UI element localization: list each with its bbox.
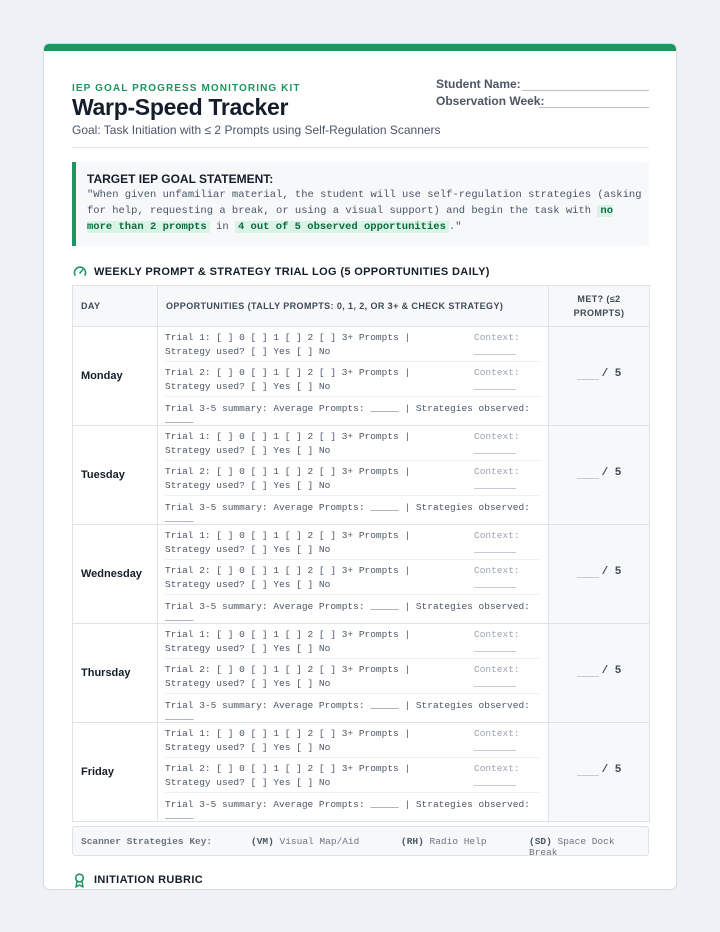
key-code: (VM) bbox=[251, 836, 274, 847]
trial-1-text[interactable]: Trial 1: [ ] 0 [ ] 1 [ ] 2 [ ] 3+ Prompts | Strategy used? [ ] Yes [ ] No bbox=[165, 629, 411, 654]
context-label: Context: bbox=[474, 466, 520, 477]
key-code: (RH) bbox=[401, 836, 424, 847]
met-cell bbox=[549, 525, 650, 624]
table-row bbox=[73, 327, 650, 426]
context-label: Context: bbox=[474, 565, 520, 576]
trial-2-row bbox=[165, 560, 540, 595]
header-divider bbox=[72, 147, 649, 148]
student-name-field[interactable] bbox=[522, 90, 649, 91]
trial-1-context[interactable] bbox=[474, 628, 540, 656]
trial-1-context[interactable] bbox=[474, 331, 540, 359]
table-row bbox=[73, 624, 650, 723]
trial-2-row bbox=[165, 362, 540, 397]
key-item-rh bbox=[401, 836, 487, 847]
met-score[interactable] bbox=[577, 764, 622, 776]
goal-highlight-criterion: 4 out of 5 observed opportunities bbox=[235, 221, 449, 233]
met-blank bbox=[577, 665, 599, 677]
trial-log-table bbox=[72, 285, 650, 822]
goal-statement-heading: TARGET IEP GOAL STATEMENT: bbox=[87, 172, 274, 186]
day-cell: Thursday bbox=[73, 624, 158, 723]
context-line bbox=[474, 578, 516, 588]
context-line bbox=[474, 543, 516, 553]
trial-1-context[interactable] bbox=[474, 430, 540, 458]
trial-2-context[interactable] bbox=[474, 564, 540, 592]
key-name: Visual Map/Aid bbox=[279, 836, 360, 847]
context-line bbox=[474, 741, 516, 751]
met-blank bbox=[577, 566, 599, 578]
trial-1-context[interactable] bbox=[474, 529, 540, 557]
column-header-day: DAY bbox=[73, 286, 158, 327]
met-denominator: / 5 bbox=[601, 467, 622, 479]
trial-summary[interactable]: Trial 3-5 summary: Average Prompts: _____ | Strategies observed: _____ bbox=[165, 502, 530, 524]
table-header-row bbox=[73, 286, 650, 327]
opportunities-cell bbox=[158, 624, 549, 723]
key-item-sd bbox=[529, 836, 648, 858]
trial-summary[interactable]: Trial 3-5 summary: Average Prompts: _____ | Strategies observed: _____ bbox=[165, 799, 530, 821]
goal-statement-text bbox=[87, 187, 642, 236]
goal-highlight-prompts: no more than 2 prompts bbox=[87, 205, 613, 234]
trial-2-row bbox=[165, 659, 540, 694]
context-label: Context: bbox=[474, 664, 520, 675]
table-row bbox=[73, 723, 650, 822]
day-cell: Friday bbox=[73, 723, 158, 822]
goal-text-end: ." bbox=[448, 221, 462, 234]
student-name-label: Student Name: bbox=[436, 77, 521, 91]
trial-2-context[interactable] bbox=[474, 663, 540, 691]
trial-summary[interactable]: Trial 3-5 summary: Average Prompts: _____ | Strategies observed: _____ bbox=[165, 700, 530, 722]
rubric-heading: INITIATION RUBRIC bbox=[94, 874, 204, 886]
context-line bbox=[474, 479, 516, 489]
goal-text-middle: in bbox=[209, 221, 235, 234]
table-row bbox=[73, 525, 650, 624]
accent-bar bbox=[44, 44, 676, 51]
context-line bbox=[474, 380, 516, 390]
observation-week-field[interactable] bbox=[539, 107, 649, 108]
trial-1-row bbox=[165, 426, 540, 461]
trial-2-text[interactable]: Trial 2: [ ] 0 [ ] 1 [ ] 2 [ ] 3+ Prompts | Strategy used? [ ] Yes [ ] No bbox=[165, 763, 411, 788]
table-row bbox=[73, 426, 650, 525]
strategies-key bbox=[72, 826, 649, 856]
trial-1-row bbox=[165, 327, 540, 362]
met-score[interactable] bbox=[577, 467, 622, 479]
trial-2-text[interactable]: Trial 2: [ ] 0 [ ] 1 [ ] 2 [ ] 3+ Prompts | Strategy used? [ ] Yes [ ] No bbox=[165, 466, 411, 491]
met-cell bbox=[549, 426, 650, 525]
trial-2-row bbox=[165, 461, 540, 496]
context-line bbox=[474, 345, 516, 355]
goal-subtitle: Goal: Task Initiation with ≤ 2 Prompts using Self-Regulation Scanners bbox=[72, 123, 441, 137]
trial-2-context[interactable] bbox=[474, 762, 540, 790]
key-item-vm bbox=[251, 836, 359, 847]
kit-label: IEP GOAL PROGRESS MONITORING KIT bbox=[72, 83, 301, 94]
opportunities-cell bbox=[158, 723, 549, 822]
context-label: Context: bbox=[474, 530, 520, 541]
key-name: Space Dock Break bbox=[529, 836, 615, 858]
day-cell: Tuesday bbox=[73, 426, 158, 525]
worksheet bbox=[43, 43, 677, 890]
context-label: Context: bbox=[474, 763, 520, 774]
trial-2-text[interactable]: Trial 2: [ ] 0 [ ] 1 [ ] 2 [ ] 3+ Prompts | Strategy used? [ ] Yes [ ] No bbox=[165, 367, 411, 392]
met-score[interactable] bbox=[577, 368, 622, 380]
page-title: Warp-Speed Tracker bbox=[72, 94, 289, 120]
context-label: Context: bbox=[474, 367, 520, 378]
met-cell bbox=[549, 624, 650, 723]
met-denominator: / 5 bbox=[601, 566, 622, 578]
observation-week-label: Observation Week: bbox=[436, 94, 545, 108]
day-cell: Monday bbox=[73, 327, 158, 426]
key-name: Radio Help bbox=[429, 836, 487, 847]
context-label: Context: bbox=[474, 332, 520, 343]
met-denominator: / 5 bbox=[601, 368, 622, 380]
goal-statement-box bbox=[72, 162, 649, 246]
context-line bbox=[474, 677, 516, 687]
day-cell: Wednesday bbox=[73, 525, 158, 624]
trial-1-text[interactable]: Trial 1: [ ] 0 [ ] 1 [ ] 2 [ ] 3+ Prompts | Strategy used? [ ] Yes [ ] No bbox=[165, 431, 411, 456]
award-ribbon-icon bbox=[73, 873, 86, 888]
met-score[interactable] bbox=[577, 566, 622, 578]
trial-1-text[interactable]: Trial 1: [ ] 0 [ ] 1 [ ] 2 [ ] 3+ Prompts | Strategy used? [ ] Yes [ ] No bbox=[165, 332, 411, 357]
met-blank bbox=[577, 368, 599, 380]
trial-1-text[interactable]: Trial 1: [ ] 0 [ ] 1 [ ] 2 [ ] 3+ Prompts | Strategy used? [ ] Yes [ ] No bbox=[165, 728, 411, 753]
gauge-icon bbox=[73, 265, 87, 279]
opportunities-cell bbox=[158, 525, 549, 624]
trial-1-text[interactable]: Trial 1: [ ] 0 [ ] 1 [ ] 2 [ ] 3+ Prompts | Strategy used? [ ] Yes [ ] No bbox=[165, 530, 411, 555]
met-blank bbox=[577, 467, 599, 479]
met-cell bbox=[549, 723, 650, 822]
trial-1-context[interactable] bbox=[474, 727, 540, 755]
trial-log-heading: WEEKLY PROMPT & STRATEGY TRIAL LOG (5 OPPORTUNITIES DAILY) bbox=[94, 266, 490, 278]
trial-2-text[interactable]: Trial 2: [ ] 0 [ ] 1 [ ] 2 [ ] 3+ Prompts | Strategy used? [ ] Yes [ ] No bbox=[165, 565, 411, 590]
trial-2-row bbox=[165, 758, 540, 793]
met-score[interactable] bbox=[577, 665, 622, 677]
context-label: Context: bbox=[474, 431, 520, 442]
met-denominator: / 5 bbox=[601, 665, 622, 677]
key-code: (SD) bbox=[529, 836, 552, 847]
context-label: Context: bbox=[474, 728, 520, 739]
met-denominator: / 5 bbox=[601, 764, 622, 776]
context-line bbox=[474, 642, 516, 652]
trial-1-row bbox=[165, 723, 540, 758]
opportunities-cell bbox=[158, 426, 549, 525]
trial-1-row bbox=[165, 525, 540, 560]
opportunities-cell bbox=[158, 327, 549, 426]
context-line bbox=[474, 444, 516, 454]
met-cell bbox=[549, 327, 650, 426]
column-header-opportunities: OPPORTUNITIES (TALLY PROMPTS: 0, 1, 2, OR 3+ & CHECK STRATEGY) bbox=[158, 286, 549, 327]
trial-2-text[interactable]: Trial 2: [ ] 0 [ ] 1 [ ] 2 [ ] 3+ Prompts | Strategy used? [ ] Yes [ ] No bbox=[165, 664, 411, 689]
context-line bbox=[474, 776, 516, 786]
context-label: Context: bbox=[474, 629, 520, 640]
column-header-met: MET? (≤2 PROMPTS) bbox=[549, 286, 650, 327]
strategies-key-label: Scanner Strategies Key: bbox=[81, 836, 213, 847]
trial-summary[interactable]: Trial 3-5 summary: Average Prompts: _____ | Strategies observed: _____ bbox=[165, 403, 530, 425]
trial-2-context[interactable] bbox=[474, 366, 540, 394]
trial-summary[interactable]: Trial 3-5 summary: Average Prompts: _____ | Strategies observed: _____ bbox=[165, 601, 530, 623]
met-blank bbox=[577, 764, 599, 776]
trial-2-context[interactable] bbox=[474, 465, 540, 493]
trial-1-row bbox=[165, 624, 540, 659]
goal-text-start: "When given unfamiliar material, the student will use self-regulation strategies (asking for help, requesting a break, or using a visual support) and begin the task with bbox=[87, 189, 642, 218]
